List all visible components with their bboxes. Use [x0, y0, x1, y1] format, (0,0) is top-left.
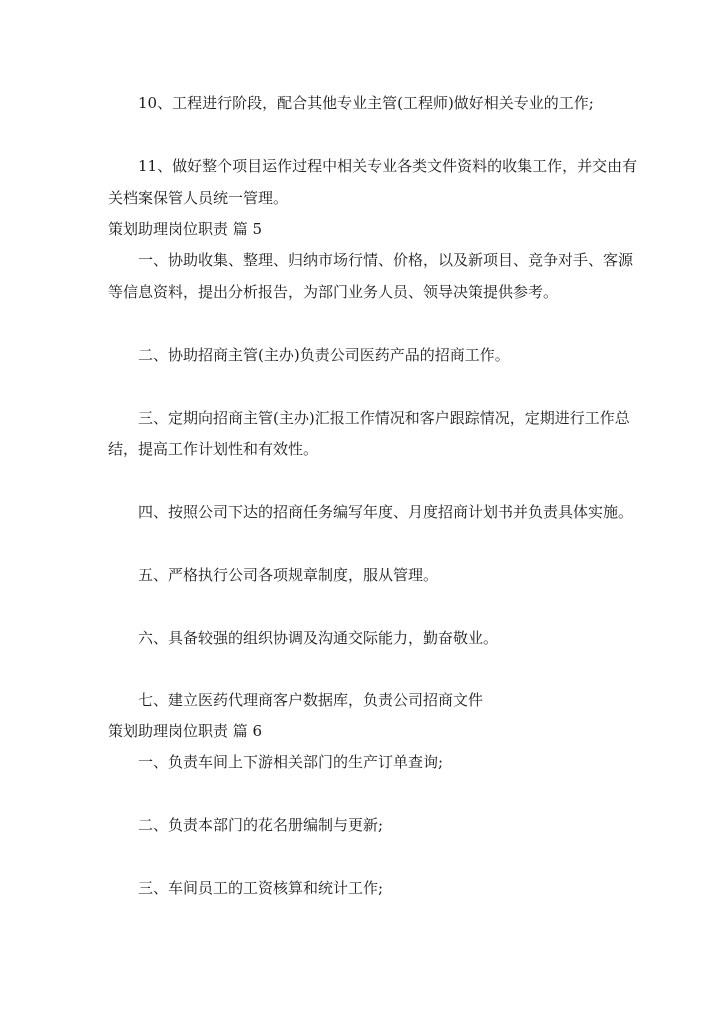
paragraph-line: 六、具备较强的组织协调及沟通交际能力，勤奋敬业。: [138, 629, 499, 647]
paragraph-line: 11、做好整个项目运作过程中相关专业各类文件资料的收集工作，并交由有: [138, 157, 638, 175]
paragraph-line: 二、负责本部门的花名册编制与更新;: [138, 816, 384, 834]
paragraph-line: 四、按照公司下达的招商任务编写年度、月度招商计划书并负责具体实施。: [138, 503, 634, 521]
paragraph-line: 等信息资料，提出分析报告，为部门业务人员、领导决策提供参考。: [108, 283, 559, 301]
paragraph-line: 三、车间员工的工资核算和统计工作;: [138, 879, 384, 897]
section-heading: 策划助理岗位职责 篇 6: [108, 722, 263, 740]
paragraph-line: 关档案保管人员统一管理。: [108, 189, 289, 207]
paragraph-line: 一、协助收集、整理、归纳市场行情、价格，以及新项目、竞争对手、客源: [138, 251, 634, 269]
paragraph-line: 结，提高工作计划性和有效性。: [108, 440, 319, 458]
paragraph-line: 三、定期向招商主管(主办)汇报工作情况和客户跟踪情况，定期进行工作总: [138, 409, 630, 427]
paragraph-line: 10、工程进行阶段，配合其他专业主管(工程师)做好相关专业的工作;: [138, 94, 594, 112]
paragraph-line: 二、协助招商主管(主办)负责公司医药产品的招商工作。: [138, 346, 510, 364]
paragraph-line: 五、严格执行公司各项规章制度，服从管理。: [138, 566, 439, 584]
paragraph-line: 一、负责车间上下游相关部门的生产订单查询;: [138, 753, 444, 771]
paragraph-line: 七、建立医药代理商客户数据库，负责公司招商文件: [138, 691, 484, 709]
section-heading: 策划助理岗位职责 篇 5: [108, 220, 263, 238]
